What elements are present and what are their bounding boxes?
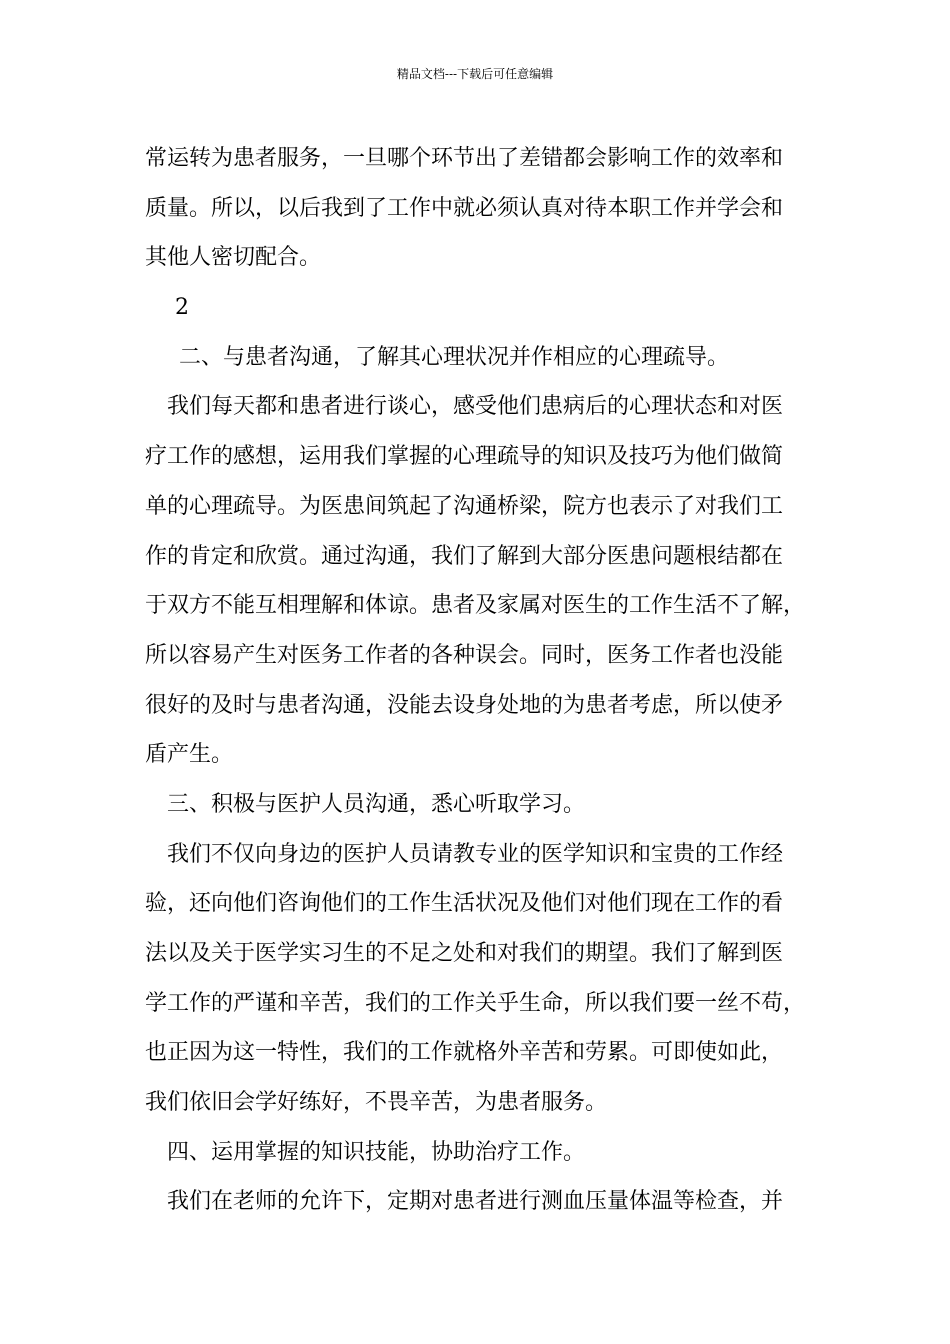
text-line: 于双方不能互相理解和体谅。患者及家属对医生的工作生活不了解， <box>145 593 806 619</box>
text-line: 单的心理疏导。为医患间筑起了沟通桥梁，院方也表示了对我们工 <box>145 493 784 519</box>
text-line: 也正因为这一特性，我们的工作就格外辛苦和劳累。可即使如此， <box>145 1040 784 1066</box>
text-line: 所以容易产生对医务工作者的各种误会。同时，医务工作者也没能 <box>145 642 784 668</box>
text-line: 很好的及时与患者沟通，没能去设身处地的为患者考虑，所以使矛 <box>145 692 784 718</box>
text-line: 我们每天都和患者进行谈心，感受他们患病后的心理状态和对医 <box>167 394 784 420</box>
page-number: 2 <box>175 295 189 321</box>
section-heading: 四、运用掌握的知识技能，协助治疗工作。 <box>167 1139 586 1165</box>
page-header: 精品文档---下载后可任意编辑 <box>396 67 554 81</box>
text-line: 作的肯定和欣赏。通过沟通，我们了解到大部分医患问题根结都在 <box>145 543 784 569</box>
text-line: 学工作的严谨和辛苦，我们的工作关乎生命，所以我们要一丝不苟， <box>145 990 806 1016</box>
text-line: 质量。所以，以后我到了工作中就必须认真对待本职工作并学会和 <box>145 195 784 221</box>
text-line: 常运转为患者服务，一旦哪个环节出了差错都会影响工作的效率和 <box>145 146 784 171</box>
section-heading: 三、积极与医护人员沟通，悉心听取学习。 <box>167 791 586 817</box>
text-line: 我们在老师的允许下，定期对患者进行测血压量体温等检查，并 <box>167 1189 784 1215</box>
section-heading: 二、与患者沟通，了解其心理状况并作相应的心理疏导。 <box>179 344 730 370</box>
text-line: 法以及关于医学实习生的不足之处和对我们的期望。我们了解到医 <box>145 941 784 966</box>
text-line: 验，还向他们咨询他们的工作生活状况及他们对他们现在工作的看 <box>145 891 784 917</box>
text-line: 盾产生。 <box>145 742 234 768</box>
text-line: 其他人密切配合。 <box>145 245 322 271</box>
text-line: 我们依旧会学好练好，不畏辛苦，为患者服务。 <box>145 1090 608 1116</box>
text-line: 我们不仅向身边的医护人员请教专业的医学知识和宝贵的工作经 <box>167 841 784 867</box>
document-body <box>145 134 807 1227</box>
text-line: 疗工作的感想，运用我们掌握的心理疏导的知识及技巧为他们做简 <box>145 444 784 470</box>
